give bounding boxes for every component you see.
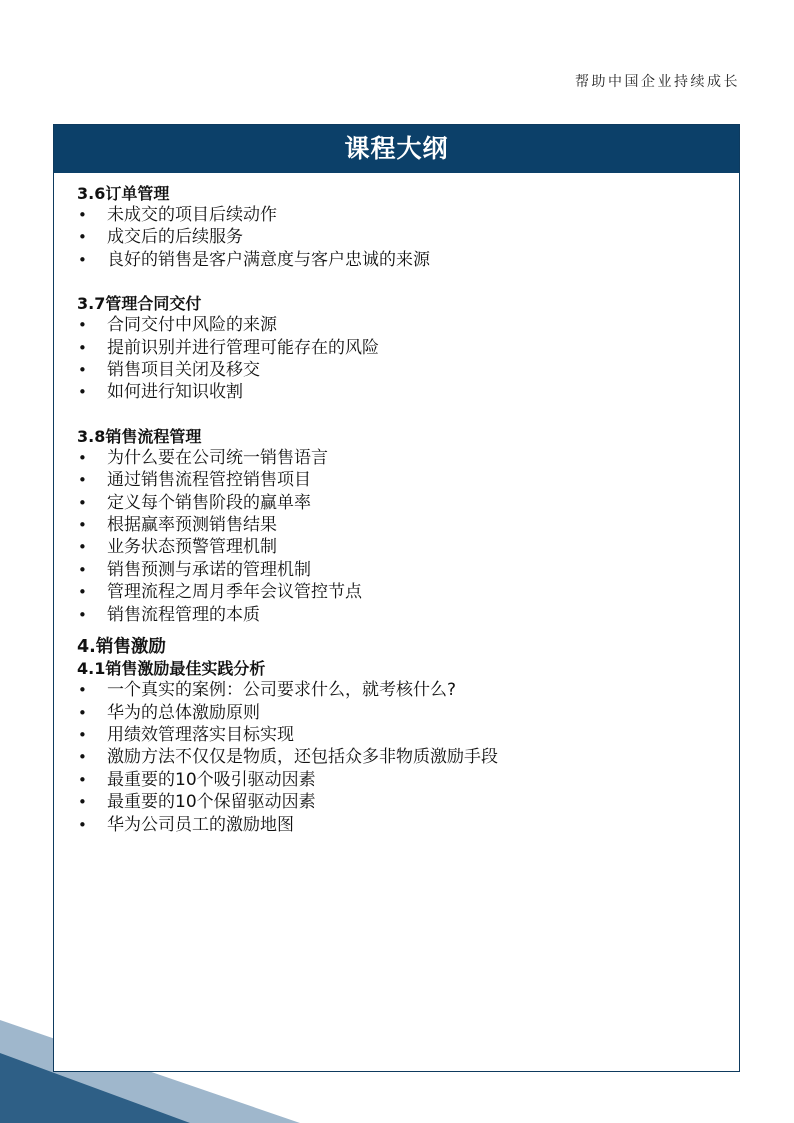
section-3-8: [77, 426, 739, 626]
chapter-title: 4.销售激励: [77, 637, 166, 658]
list-item: • 根据赢率预测销售结果: [77, 514, 739, 536]
outline-content: [54, 173, 739, 836]
section-3-6: [77, 183, 739, 271]
list-item: • 华为的总体激励原则: [77, 702, 739, 724]
list-item: • 销售项目关闭及移交: [77, 359, 739, 381]
list-item: • 销售流程管理的本质: [77, 604, 739, 626]
section-title: 3.6订单管理: [77, 184, 170, 203]
section-title: 3.8销售流程管理: [77, 426, 202, 446]
tagline: 帮助中国企业持续成长: [575, 74, 740, 90]
list-item: • 定义每个销售阶段的赢单率: [77, 492, 739, 514]
list-item: • 如何进行知识收割: [77, 381, 739, 403]
list-item: • 为什么要在公司统一销售语言: [77, 447, 739, 469]
list-item: • 销售预测与承诺的管理机制: [77, 559, 739, 581]
chapter-4: [77, 636, 739, 836]
list-item: • 提前识别并进行管理可能存在的风险: [77, 337, 739, 359]
list-item: • 激励方法不仅仅是物质，还包括众多非物质激励手段: [77, 746, 739, 768]
list-item: • 华为公司员工的激励地图: [77, 814, 739, 836]
list-item: • 最重要的10个吸引驱动因素: [77, 769, 739, 791]
list-item: • 一个真实的案例：公司要求什么，就考核什么?: [77, 679, 739, 701]
list-item: • 未成交的项目后续动作: [77, 204, 739, 226]
list-item: • 通过销售流程管控销售项目: [77, 469, 739, 491]
section-3-7: [77, 293, 739, 404]
list-item: • 成交后的后续服务: [77, 226, 739, 248]
section-title: 3.7管理合同交付: [77, 294, 202, 314]
list-item: • 业务状态预警管理机制: [77, 536, 739, 558]
list-item: • 合同交付中风险的来源: [77, 314, 739, 336]
list-item: • 最重要的10个保留驱动因素: [77, 791, 739, 813]
section-title: 4.1销售激励最佳实践分析: [77, 659, 266, 679]
outline-title: 课程大纲: [54, 125, 739, 173]
outline-frame: [53, 124, 740, 1072]
list-item: • 良好的销售是客户满意度与客户忠诚的来源: [77, 249, 739, 271]
list-item: • 管理流程之周月季年会议管控节点: [77, 581, 739, 603]
list-item: • 用绩效管理落实目标实现: [77, 724, 739, 746]
